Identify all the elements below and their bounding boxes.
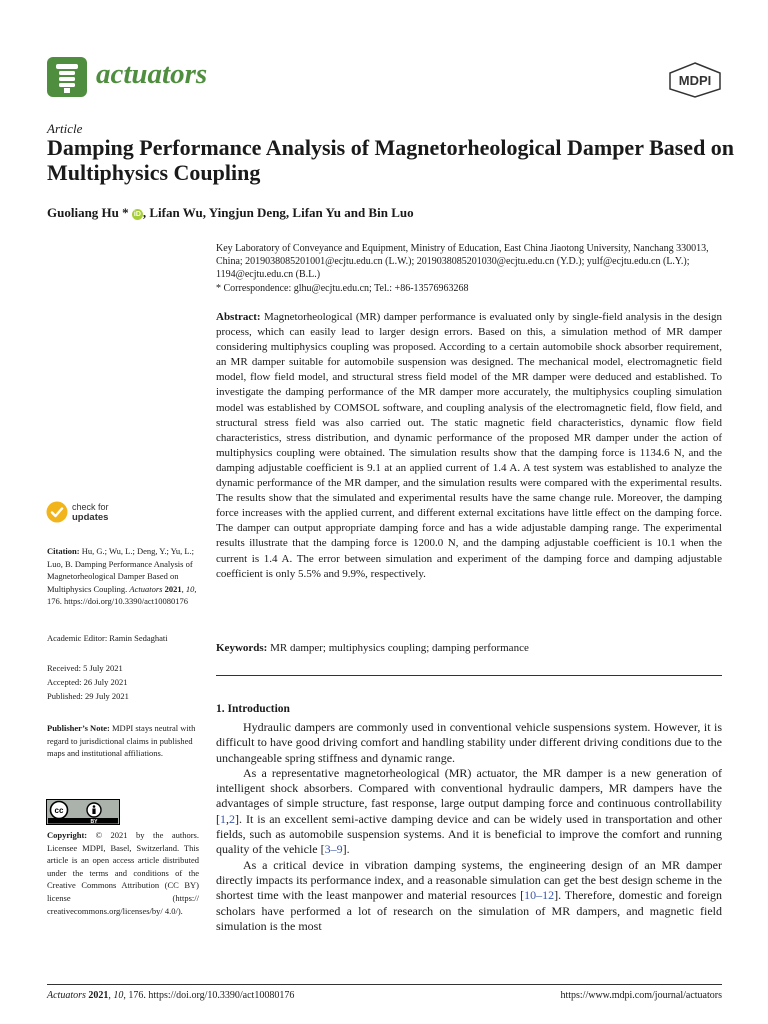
introduction-body <box>216 720 722 934</box>
section-heading: 1. Introduction <box>216 703 290 715</box>
academic-editor: Academic Editor: Ramin Sedaghati <box>47 633 168 643</box>
author-first: Guoliang Hu * <box>47 205 129 220</box>
p2-text-b: ]. It is an excellent semi-active damping device and can be widely used in transportation and other fields, such as automobile suspension systems. And it is beneficial to improve the comfort and running quality of the vehicle [ <box>216 811 722 857</box>
p2-text-c: ]. <box>342 842 350 857</box>
cc-by-license-badge[interactable] <box>46 799 120 825</box>
footer-citation <box>47 990 294 1001</box>
abstract <box>216 310 722 582</box>
ref-link-3-9[interactable]: 3–9 <box>324 842 343 857</box>
citation-volume: , 10 <box>181 583 195 594</box>
mdpi-logo-text: MDPI <box>678 73 712 88</box>
journal-name: actuators <box>96 58 208 90</box>
svg-text:cc: cc <box>54 806 64 815</box>
published-date: Published: 29 July 2021 <box>47 691 129 701</box>
publisher-note-text: MDPI stays neutral with regard to jurisdictional claims in published maps and institutional affiliations. <box>47 723 196 759</box>
ref-link-2[interactable]: 2 <box>229 811 235 826</box>
paragraph-1: Hydraulic dampers are commonly used in conventional vehicle suspensions system. However, it is difficult to have good driving comfort and handling stability under different driving conditions due to the unchangeable spring stiffness and dynamic range. <box>216 720 722 765</box>
p2-comma: , <box>226 811 229 826</box>
cc-badge-text: BY <box>90 819 98 825</box>
keywords-text: MR damper; multiphysics coupling; damping performance <box>270 642 529 654</box>
citation <box>47 545 199 608</box>
article-type: Article <box>47 121 83 136</box>
footer-volume: , 10 <box>108 990 124 1001</box>
ref-link-10-12[interactable]: 10–12 <box>524 888 555 903</box>
footer-journal-url[interactable]: https://www.mdpi.com/journal/actuators <box>560 990 722 1001</box>
check-for-updates-button[interactable] <box>46 501 176 527</box>
correspondence: * Correspondence: glhu@ecjtu.edu.cn; Tel.: +86-13576963268 <box>216 283 469 294</box>
journal-logo-icon <box>47 57 87 97</box>
footer-divider <box>47 984 722 985</box>
divider-top <box>216 675 722 676</box>
paragraph-2 <box>216 766 722 858</box>
check-updates-line2: updates <box>72 512 109 523</box>
citation-text: Hu, G.; Wu, L.; Deng, Y.; Yu, L.; Luo, B. Damping Performance Analysis of Magnetorheological Damper Based on Multiphysics Coupling. <box>47 546 194 594</box>
paragraph-3 <box>216 858 722 934</box>
keywords-label: Keywords: <box>216 642 268 654</box>
citation-year: 2021 <box>162 583 182 594</box>
accepted-date: Accepted: 26 July 2021 <box>47 677 128 687</box>
footer-year: 2021 <box>85 990 109 1001</box>
abstract-label: Abstract: <box>216 311 261 323</box>
p3-text-a: As a critical device in vibration damping systems, the engineering design of an MR damper directly impacts its performance index, and a reasonable simulation can get the best design scheme in the shortest time with the least manpower and material resources [ <box>216 857 722 903</box>
citation-pages: , 176. https://doi.org/10.3390/act10080176 <box>47 583 197 607</box>
p2-text-a: As a representative magnetorheological (MR) actuator, the MR damper is a new generation of intelligent shock absorbers. Compared with conventional hydraulic dampers, MR dampers have the advantages of simple structure, fast response, large output damping force and continuous controllability [ <box>216 765 722 826</box>
copyright-label: Copyright: <box>47 830 88 840</box>
mdpi-logo <box>669 62 721 98</box>
publisher-note <box>47 722 199 760</box>
check-updates-icon <box>46 501 68 523</box>
footer-doi[interactable]: , 176. https://doi.org/10.3390/act10080176 <box>123 990 295 1001</box>
citation-label: Citation: <box>47 546 80 556</box>
publisher-note-label: Publisher’s Note: <box>47 723 110 733</box>
copyright <box>47 829 199 917</box>
article-title: Damping Performance Analysis of Magnetorheological Damper Based on Multiphysics Coupling <box>47 135 735 185</box>
orcid-icon[interactable]: iD <box>133 211 141 218</box>
author-rest: , Lifan Wu, Yingjun Deng, Lifan Yu and Bin Luo <box>142 205 414 220</box>
copyright-text: © 2021 by the authors. Licensee MDPI, Basel, Switzerland. This article is an open access article distributed under the terms and conditions of the Creative Commons Attribution (CC BY) license (https:// creativecommons.org/licenses/by/ 4.0/). <box>47 830 199 916</box>
ref-link-1[interactable]: 1 <box>220 811 226 826</box>
p3-text-b: ]. Therefore, domestic and foreign scholars have performed a lot of research on the simulation of MR dampers, and magnetic field simulation is the most <box>216 888 722 933</box>
author-list <box>47 205 414 221</box>
keywords <box>216 642 722 654</box>
footer-journal: Actuators <box>47 990 86 1001</box>
abstract-text: Magnetorheological (MR) damper performance is evaluated only by single-field analysis in the design process, which can easily lead to larger design errors. Based on this, a simulation method of MR damper considering multiphysics coupling was proposed. According to a certain automobile shock absorber requirement, an MR damper suitable for automobile suspension was designed. The mechanical model, electromagnetic field model, flow field model, and structural stress field model of the MR damper were deduced and established. To investigate the damping performance of the MR damper more accurately, the multiphysics coupling simulation model was established by COMSOL software, and coupling analysis of the electromagnetic field, flow field, and structural stress field was also carried out. The static magnetic field characteristics, dynamic flow field characteristics, stress distribution, and dynamic performance of the proposed MR damper under the action of multiphysics coupling were obtained. The simulation results show that the damping force is 1134.6 N, and the damping adjustable coefficient is 9.1 at an applied current of 1.4 A. A test system was established to analyze the dynamic performance of the MR damper, and the simulation results were compared with the experimental results. The results show that the simulated and experimental results have the same change rule. Moreover, the damping force increases with the applied current, and different external excitations have little effect on the damping force. The damper can output appropriate damping force and has a wide adjustable damping range. The experimental results illustrate that the damping force is 1200.0 N, and the damping adjustable coefficient is 10.1 when the current is 1.4 A. The error between simulation and experiment of the damping force and damping adjustable coefficient is only 5.5% and 9.9%, respectively. <box>216 311 723 580</box>
check-updates-line1: check for <box>72 502 109 512</box>
citation-journal: Actuators <box>129 583 163 594</box>
affiliation: Key Laboratory of Conveyance and Equipment, Ministry of Education, East China Jiaotong University, Nanchang 330013, China; 2019038085201001@ecjtu.edu.cn (L.W.); 2019038085201030@ecjtu.edu.cn (Y.D.); yulf@ecjtu.edu.cn (L.Y.); 1194@ecjtu.edu.cn (B.L.) <box>216 243 709 280</box>
received-date: Received: 5 July 2021 <box>47 663 123 673</box>
